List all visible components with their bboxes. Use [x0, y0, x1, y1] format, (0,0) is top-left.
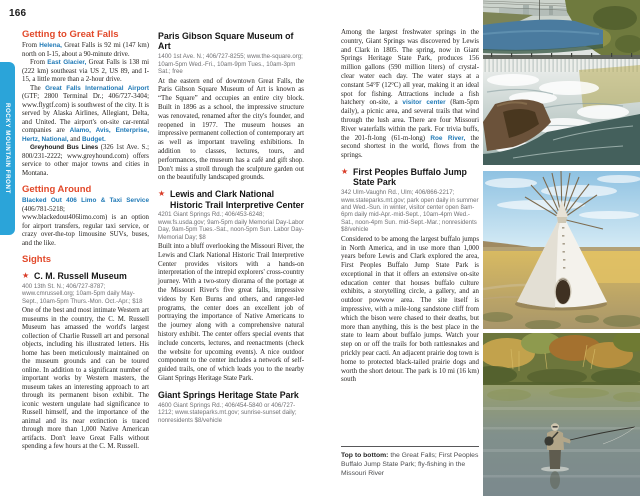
sight-heading-cm-russell-museum	[22, 271, 149, 281]
paragraph-giant-springs: Among the largest freshwater springs in the country, Giant Springs was discovered by Lewis and Clark in 1805. The spring, now in Giant Springs Heritage State Park, produces 156 million gallons (590 million liters) of crystal-clear water each day. The water stays at a constant 54°F (12°C) all year, making it an ideal spot for fishing. Attractions include a fish hatchery on-site, a visitor center (8am-5pm daily), a picnic area, and several trails that wind through the lush area. There are four Missouri River waterfalls within the park. For trivia buffs, the 201-ft-long (61-m-long) Roe River, the second shortest in the world, flows from the springs.	[341, 29, 479, 160]
section-heading-sights: Sights	[22, 254, 52, 265]
photo-caption	[341, 446, 479, 479]
paragraph-cm-russell: One of the best and most intimate Western art museums in the country, the C. M. Russell Museum has amassed the world's largest collection of Charlie Russell art and personal objects, including his illustrated letters. His home has been meticulously maintained on the museum grounds and can be toured online. In addition to a significant number of important works by Western masters, the museum takes an interesting approach to art through its permanent bison exhibit. The iconic western ungulate had significance to Russell himself, and the importance of the animal and its near extinction is traced through more than 1,000 Native American artifacts. Don't leave Great Falls without spending a few hours at the C. M. Russell.	[22, 307, 149, 451]
sight-heading-label: First Peoples Buffalo Jump State Park	[353, 166, 467, 188]
chapter-tab-rocky-mountain-front	[0, 62, 15, 235]
paragraph-paris-gibson: At the eastern end of downtown Great Falls, the Paris Gibson Square Museum of Art is known as “The Square” and occupies an entire city block. Built in 1896 as a school, the impressive structure was renovated, renamed after the city's founder, and reopened in 1977. The museum houses an impressive permanent collection of contemporary art as well as important traveling exhibitions. In addition to classes, lectures, tours, and performances, the museum has a café and gift shop. Don't miss a stroll through the sculpture garden out on the beautifully landscaped grounds.	[158, 77, 304, 182]
listing-info-giant-springs: 4600 Giant Springs Rd.; 406/454-5840 or 406/727-1212; www.stateparks.mt.gov; sunrise-sunset daily; nonresidents $8/vehicle	[158, 401, 297, 424]
listing-info-paris-gibson: 1400 1st Ave. N.; 406/727-8255; www.the-square.org; 10am-5pm Wed.-Fri., 10am-9pm Tues., 10am-3pm Sat.; free	[158, 53, 303, 76]
listing-info-lewis-and-clark: 4201 Giant Springs Rd.; 406/453-6248; www.fs.usda.gov; 9am-5pm daily Memorial Day-Labor Day, 9am-5pm Tues.-Sat., noon-5pm Sun. Labor Day-Memorial Day; $8	[158, 211, 304, 241]
photo-fly-fishing-illustration	[483, 333, 640, 496]
paragraph-helena-route: From Helena, Great Falls is 92 mi (147 km) north on I-15, about a 90-minute drive.	[22, 42, 149, 58]
star-icon: ★	[341, 166, 349, 176]
sight-heading-first-peoples-buffalo-jump	[341, 167, 479, 188]
sight-heading-label: C. M. Russell Museum	[34, 271, 127, 281]
paragraph-east-glacier-route: From East Glacier, Great Falls is 138 mi (222 km) southeast via US 2, US 89, and I-15, a little more than a 2-hour drive.	[22, 59, 150, 83]
listing-info-first-peoples: 342 Ulm-Vaughn Rd., Ulm; 406/866-2217; www.stateparks.mt.gov; park open daily in summer and Wed.-Sun. in winter, visitor center open 8am-6pm daily mid-Apr.-mid-Sept., 10am-4pm Wed.-Sat., noon-4pm Sun. mid-Sept.-Mar.; nonresidents $8/vehicle	[341, 189, 479, 234]
photo-tipi-illustration	[483, 171, 640, 329]
listing-info-cm-russell: 400 13th St. N.; 406/727-8787; www.cmrussell.org; 10am-5pm daily May-Sept., 10am-5pm Thurs.-Mon. Oct.-Apr.; $18	[22, 282, 143, 305]
section-heading-getting-to-great-falls: Getting to Great Falls	[22, 29, 119, 40]
paragraph-limo-taxi: Blacked Out 406 Limo & Taxi Service (406/781-5218; www.blackedout406limo.com) is an option for airport transfers, regular taxi service, or crazy over-the-top limousine SUVs, buses, and the like.	[22, 197, 149, 247]
star-icon: ★	[22, 271, 30, 280]
section-heading-getting-around: Getting Around	[22, 184, 92, 195]
column-1	[22, 29, 149, 452]
chapter-tab-label: ROCKY MOUNTAIN FRONT	[4, 103, 11, 194]
photo-tipi-first-peoples	[483, 171, 640, 329]
sight-heading-paris-gibson: Paris Gibson Square Museum of Art	[158, 31, 294, 52]
photo-great-falls	[483, 0, 640, 165]
photo-fly-fishing	[483, 333, 640, 496]
photo-great-falls-illustration	[483, 0, 640, 165]
sight-heading-label: Lewis and Clark National Historic Trail Interpretive Center	[170, 189, 304, 210]
column-3	[341, 29, 479, 385]
star-icon: ★	[158, 189, 166, 199]
paragraph-greyhound: Greyhound Bus Lines (326 1st Ave. S.; 800/231-2222; www.greyhound.com) offers service to other major towns and cities in Montana.	[22, 144, 149, 177]
photo-caption-text: Top to bottom: the Great Falls; First Peoples Buffalo Jump State Park; fly-fishing in the Missouri River	[341, 452, 479, 478]
sight-heading-giant-springs: Giant Springs Heritage State Park	[158, 389, 299, 400]
paragraph-lewis-and-clark: Built into a bluff overlooking the Missouri River, the Lewis and Clark National Historic Trail Interpretive Center provides visitors with a hands-on interpretation of the intrepid explorers' cross-country journey. With a two-story diorama of the portage at the Missouri River's five great falls, impressive videos by Ken Burns and others, and ranger-led programs, the center does an excellent job of portraying the importance of Native Americans to the journey along with a comprehensive natural history exhibit. The center offers special events that include concerts, lectures, and reenactments (check the website for upcoming events). A nice outdoor component to the center includes a network of self-guided trails, one of which leads you to the nearby Giant Springs Heritage State Park.	[158, 243, 305, 382]
page-number: 166	[9, 8, 27, 19]
paragraph-first-peoples: Considered to be among the largest buffalo jumps in North America, and in use more than 1,000 years before Lewis and Clark explored the area, First Peoples Buffalo Jump State Park is exceptional in that it offers an extensive on-site education center that houses buffalo culture exhibits, a storytelling circle, a gallery, and an outdoor powwow area. The site itself is impressive, with a mile-long sandstone cliff from which the bison were chased to their deaths, but more than anything, this is the best place in the state to learn about buffalo jumps. Watch your step on or off the trails for both rattlesnakes and prickly pear cacti. An adjacent prairie dog town is home to protected black-tailed prairie dogs and worth the short detour. The park is 10 mi (16 km) south	[341, 235, 479, 384]
sight-heading-lewis-and-clark-center	[158, 189, 304, 210]
paragraph-airport: The Great Falls International Airport (GTF; 2800 Terminal Dr.; 406/727-3404; www.flygtf.com) is southwest of the city. It is served by Alaska Airlines, Allegiant, Delta, and United. The airport's on-site car-rental companies are Alamo, Avis, Enterprise, Hertz, National, and Budget.	[22, 84, 149, 143]
column-2	[158, 29, 304, 426]
